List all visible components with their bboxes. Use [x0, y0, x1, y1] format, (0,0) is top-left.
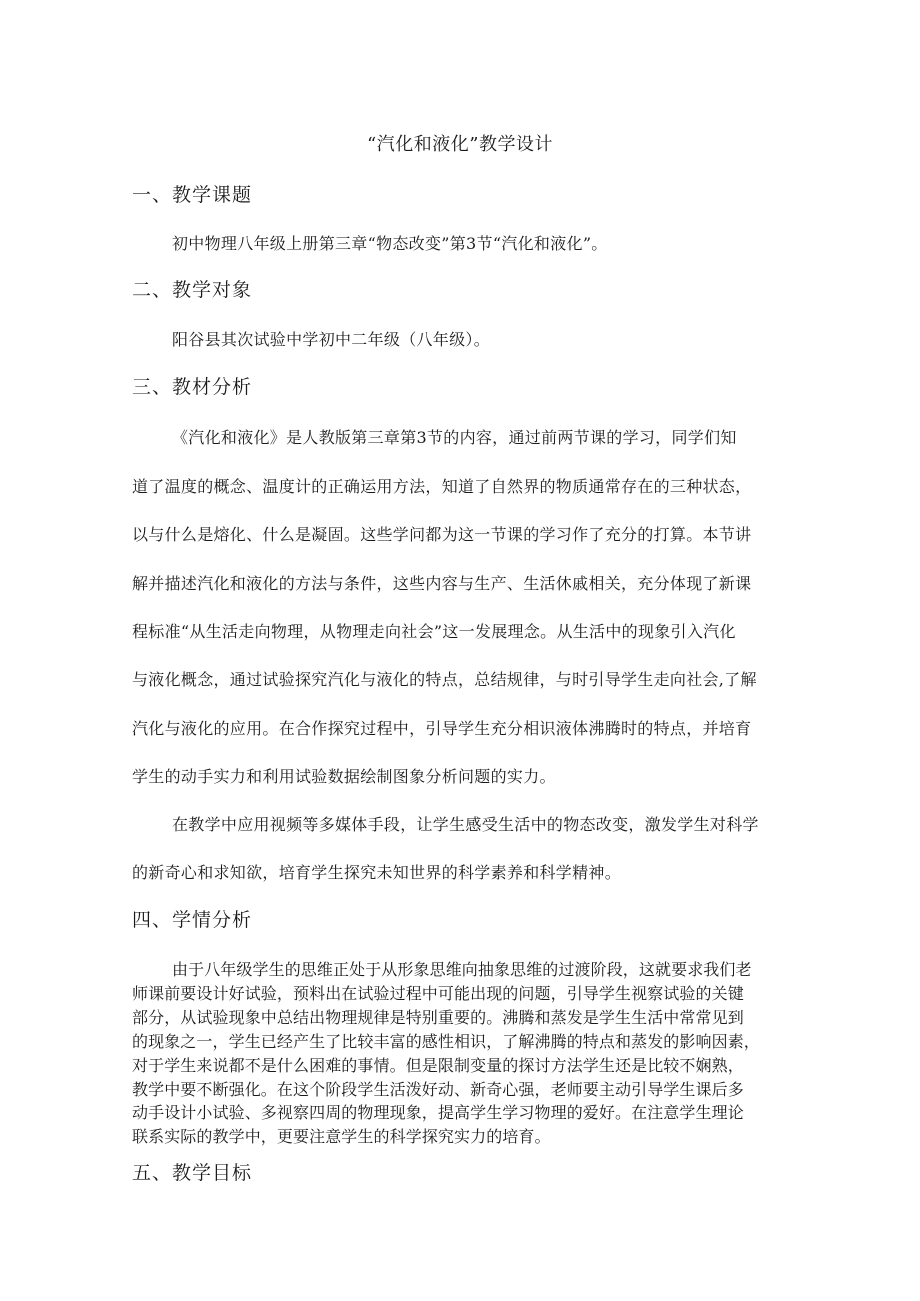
paragraph-line: 师课前要设计好试验，预料出在试验过程中可能出现的问题，引导学生视察试验的关键: [132, 984, 744, 1003]
paragraph-line: 解并描述汽化和液化的方法与条件，这些内容与生产、生活休戚相关，充分体现了新课: [132, 574, 752, 593]
paragraph-line: 由于八年级学生的思维正处于从形象思维向抽象思维的过渡阶段，这就要求我们老: [172, 960, 752, 979]
paragraph-line: 对于学生来说都不是什么困难的事情。但是限制变量的探讨方法学生还是比较不娴熟，: [132, 1056, 744, 1075]
paragraph-line: 程标准“从生活走向物理，从物理走向社会”这一发展理念。从生活中的现象引入汽化: [132, 622, 736, 641]
section-topic-text: 初中物理八年级上册第三章“物态改变”第3节“汽化和液化”。: [172, 234, 608, 253]
paragraph-line: 教学中要不断强化。在这个阶段学生活泼好动、新奇心强，老师要主动引导学生课后多: [132, 1080, 744, 1099]
section-heading-objectives: 五、教学目标: [132, 1162, 253, 1184]
section-heading-material: 三、教材分析: [132, 376, 253, 398]
paragraph-line: 的新奇心和求知欲，培育学生探究未知世界的科学素养和科学精神。: [132, 863, 622, 882]
paragraph-line: 部分，从试验现象中总结出物理规律是特别重要的。沸腾和蒸发是学生生活中常常见到: [132, 1008, 744, 1027]
page-title: “汽化和液化”教学设计: [367, 134, 553, 155]
paragraph-line: 联系实际的教学中，更要注意学生的科学探究实力的培育。: [132, 1127, 551, 1146]
paragraph-line: 道了温度的概念、温度计的正确运用方法，知道了自然界的物质通常存在的三种状态，: [132, 477, 752, 496]
paragraph-line: 的现象之一，学生已经产生了比较丰富的感性相识，了解沸腾的特点和蒸发的影响因素，: [132, 1032, 760, 1051]
section-audience-text: 阳谷县其次试验中学初中二年级（八年级）。: [172, 330, 491, 349]
section-heading-audience: 二、教学对象: [132, 279, 253, 301]
paragraph-line: 学生的动手实力和利用试验数据绘制图象分析问题的实力。: [132, 767, 556, 786]
paragraph-line: 汽化与液化的应用。在合作探究过程中，引导学生充分相识液体沸腾时的特点，并培育: [132, 719, 752, 738]
section-heading-students: 四、学情分析: [132, 909, 253, 931]
paragraph-line: 《汽化和液化》是人教版第三章第3节的内容，通过前两节课的学习，同学们知: [172, 428, 737, 447]
paragraph-line: 动手设计小试验、多视察四周的物理现象，提高学生学习物理的爱好。在注意学生理论: [132, 1103, 744, 1122]
paragraph-line: 在教学中应用视频等多媒体手段，让学生感受生活中的物态改变，激发学生对科学: [172, 815, 759, 834]
paragraph-line: 与液化概念，通过试验探究汽化与液化的特点，总结规律，与时引导学生走向社会,了解: [132, 670, 757, 689]
paragraph-line: 以与什么是熔化、什么是凝固。这些学问都为这一节课的学习作了充分的打算。本节讲: [132, 525, 752, 544]
section-heading-topic: 一、教学课题: [132, 184, 253, 206]
